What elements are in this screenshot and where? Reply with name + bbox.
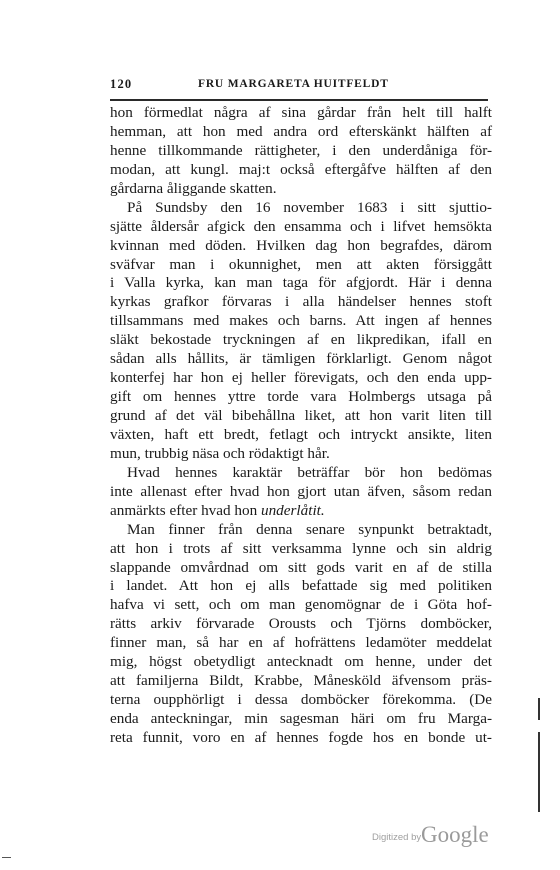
- text-line: Man finner från denna senare synpunkt betraktadt,: [127, 520, 492, 538]
- text-line: sådan alls hållits, är tämligen förklarligt. Genom något: [110, 350, 492, 368]
- paragraph: [110, 199, 492, 464]
- text-line: inte allenast efter hvad hon gjort utan äfven, såsom redan: [110, 482, 492, 500]
- text-fragment: anmärkts efter hvad hon: [110, 501, 261, 519]
- google-logo: Google: [421, 822, 489, 847]
- text-line: i Valla kyrka, kan man taga för afgjordt. Här i denna: [110, 274, 492, 292]
- paragraph: [110, 464, 492, 521]
- page-header: [110, 77, 488, 99]
- text-line: tillsammans med makes och barns. Att ingen af hennes: [110, 312, 492, 330]
- text-line: modan, att kungl. maj:t också eftergåfve hälften af den: [110, 160, 492, 178]
- text-line: henne tillkommande rättigheter, i den underdåniga för-: [110, 141, 492, 159]
- text-line: reta funnit, voro en af hennes fogde hos en bonde ut-: [110, 728, 492, 746]
- text-line: sjätte åldersår afgick den ensamma och i lifvet hemsökta: [110, 217, 492, 235]
- paragraph: [110, 104, 492, 199]
- margin-mark: [538, 732, 540, 812]
- text-line: att hon i trots af sitt verksamma lynne och sin aldrig: [110, 539, 492, 557]
- body-text: [110, 104, 492, 748]
- text-line: hafva vi sett, och om man genomögnar de i Göta hof-: [110, 596, 492, 614]
- text-line: sväfvar man i okunnighet, men att akten försiggått: [110, 255, 492, 273]
- text-line: Hvad hennes karaktär beträffar bör hon bedömas: [127, 463, 492, 481]
- text-line: kvinnan med döden. Hvilken dag hon begrafdes, därom: [110, 236, 492, 254]
- text-line: kyrkas grafkor förvaras i alla händelser hennes stoft: [110, 293, 492, 311]
- text-line: gårdarna åliggande skatten.: [110, 179, 277, 197]
- scan-dash-mark: [2, 857, 11, 858]
- text-line: växten, haft ett bredt, fetlagt och intryckt ansikte, liten: [110, 425, 492, 443]
- page-number: 120: [110, 77, 133, 91]
- italic-word: underlåtit.: [260, 501, 325, 519]
- text-line: gift om hennes yttre torde vara Holmbergs utsaga på: [110, 388, 492, 406]
- text-line: hon förmedlat några af sina gårdar från helt till halft: [110, 104, 492, 121]
- text-line: På Sundsby den 16 november 1683 i sitt sjuttio-: [127, 198, 492, 216]
- paragraph: [110, 521, 492, 748]
- text-line: hemman, att hon med andra ord efterskänkt hälften af: [110, 122, 492, 140]
- text-line: att familjerna Bildt, Krabbe, Månesköld äfvensom präs-: [110, 672, 492, 690]
- text-line: grund af det väl bibehållna liket, att hon varit liten till: [110, 407, 492, 424]
- text-line: mun, trubbig näsa och rödaktigt hår.: [110, 444, 330, 462]
- text-line: konterfej har hon ej heller förevigats, och den enda upp-: [110, 369, 492, 387]
- text-line: släkt bekostade tryckningen af en likpredikan, ifall en: [110, 331, 492, 349]
- text-line: i landet. Att hon ej alls befattade sig med politiken: [110, 577, 492, 595]
- text-line: mig, högst obetydligt antecknadt om henne, under det: [110, 653, 492, 671]
- text-line: terna oupphörligt i dessa domböcker förekomma. (De: [110, 691, 492, 709]
- text-line: [110, 502, 492, 521]
- running-title: FRU MARGARETA HUITFELDT: [198, 78, 389, 90]
- margin-mark: [538, 698, 540, 720]
- text-line: finner man, så har en af hofrättens ledamöter meddelat: [110, 634, 492, 652]
- text-line: enda anteckningar, min sagesman häri om fru Marga-: [110, 710, 492, 727]
- text-line: rätts arkiv förvarade Orousts och Tjörns domböcker,: [110, 615, 492, 633]
- header-rule: [110, 99, 488, 101]
- digitized-by-label: Digitized by: [372, 832, 422, 843]
- text-line: slappande omvårdnad om sitt gods varit en af de stilla: [110, 558, 492, 576]
